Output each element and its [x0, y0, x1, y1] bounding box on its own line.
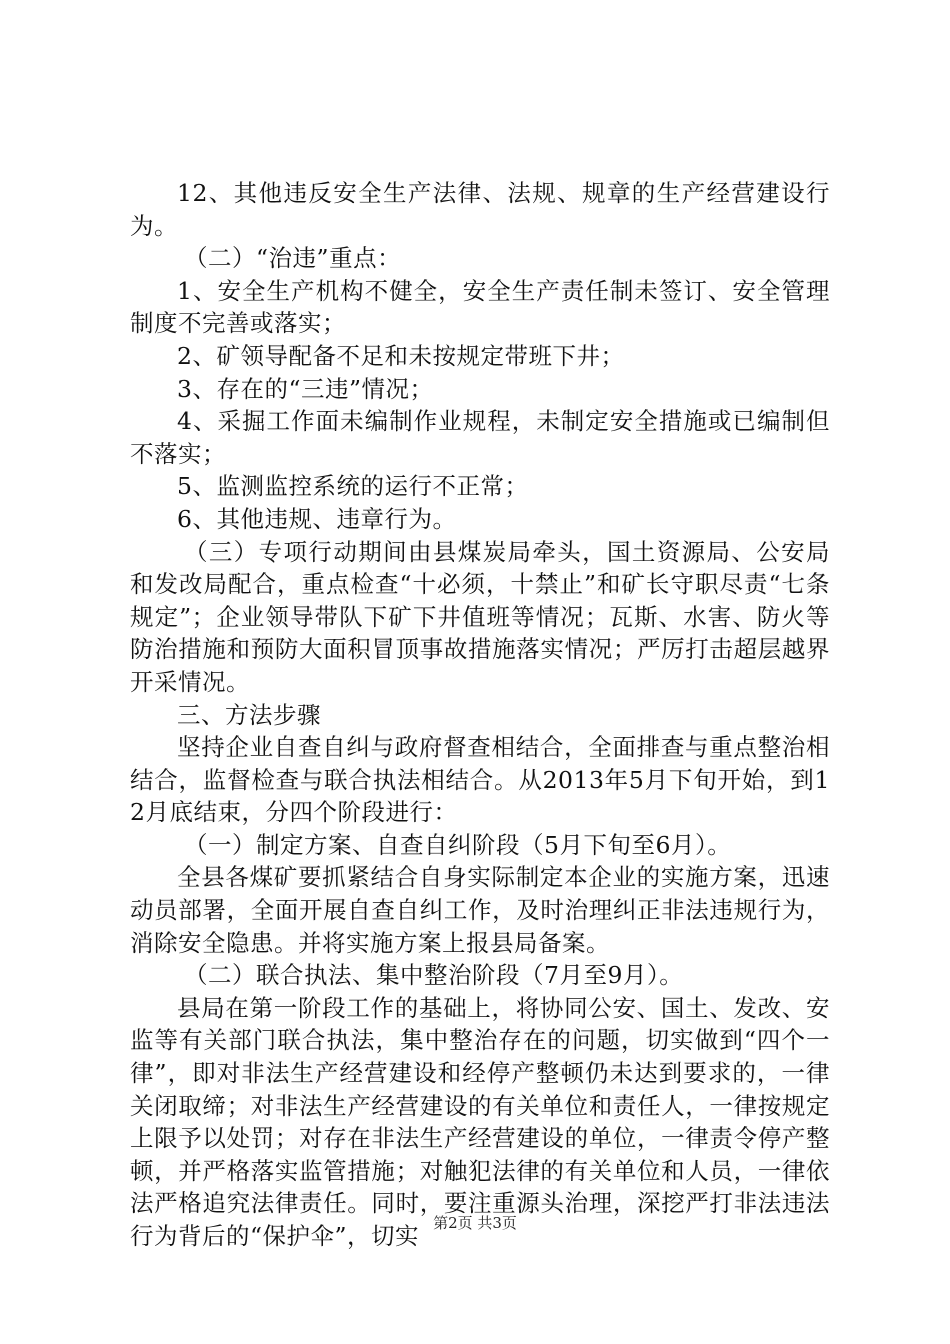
- focus-item-3: 3、存在的“三违”情况；: [177, 374, 434, 403]
- section-heading-focus: （二）“治违”重点：: [184, 244, 402, 273]
- page-number-footer: 第2页 共3页: [433, 1214, 517, 1232]
- methods-intro-paragraph: 坚持企业自查自纠与政府督查相结合，全面排查与重点整治相结合，监督检查与联合执法相结合。从2013年5月下旬开始，到12月底结束，分四个阶段进行：: [130, 733, 830, 827]
- focus-item-5: 5、监测监控系统的运行不正常；: [177, 472, 529, 501]
- section-heading-methods: 三、方法步骤: [177, 700, 321, 729]
- focus-item-6: 6、其他违规、违章行为。: [177, 504, 457, 533]
- focus-item-1: 1、安全生产机构不健全，安全生产责任制未签订、安全管理制度不完善或落实；: [130, 276, 830, 338]
- special-action-paragraph: （三）专项行动期间由县煤炭局牵头，国土资源局、公安局和发改局配合，重点检查“十必须，十禁止”和矿长守职尽责“七条规定”；企业领导带队下矿下井值班等情况；瓦斯、水害、防火等防治措施和预防大面积冒顶事故措施落实情况；严厉打击超层越界开采情况。: [130, 537, 830, 696]
- stage-1-heading: （一）制定方案、自查自纠阶段（5月下旬至6月）。: [184, 830, 732, 859]
- focus-item-2: 2、矿领导配备不足和未按规定带班下井；: [177, 341, 625, 370]
- stage-1-paragraph: 全县各煤矿要抓紧结合自身实际制定本企业的实施方案，迅速动员部署，全面开展自查自纠工作，及时治理纠正非法违规行为，消除安全隐患。并将实施方案上报县局备案。: [130, 863, 830, 957]
- stage-2-paragraph: 县局在第一阶段工作的基础上，将协同公安、国土、发改、安监等有关部门联合执法，集中整治存在的问题，切实做到“四个一律”，即对非法生产经营建设和经停产整顿仍未达到要求的，一律关闭取缔；对非法生产经营建设的有关单位和责任人，一律按规定上限予以处罚；对存在非法生产经营建设的单位，一律责令停产整顿，并严格落实监管措施；对触犯法律的有关单位和人员，一律依法严格追究法律责任。同时，要注重源头治理，深挖严打非法违法行为背后的“保护伞”，切实: [130, 993, 830, 1250]
- stage-2-heading: （二）联合执法、集中整治阶段（7月至9月）。: [184, 961, 684, 990]
- document-body: [130, 177, 830, 1253]
- paragraph-item-12: 12、其他违反安全生产法律、法规、规章的生产经营建设行为。: [130, 179, 830, 240]
- focus-item-4: 4、采掘工作面未编制作业规程，未制定安全措施或已编制但不落实；: [130, 407, 830, 468]
